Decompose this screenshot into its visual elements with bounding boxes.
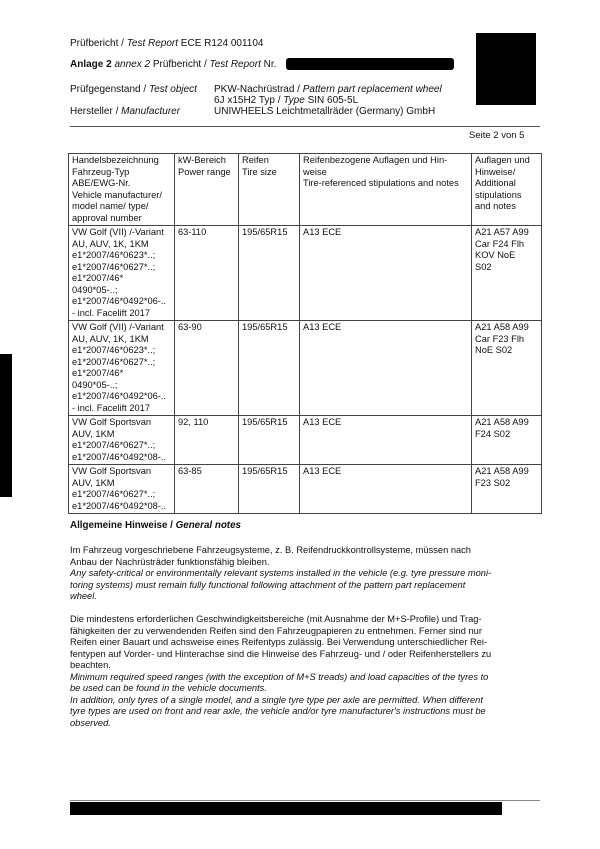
table-header-row (69, 154, 542, 226)
header-text: weise (303, 166, 327, 177)
cell-text: 195/65R15 (242, 466, 288, 476)
notes-text: tyre types are used on front and rear axle, the vehicle and/or tyre manufacturer's instructions must be (70, 706, 486, 716)
cell-text: A21 A58 A99 (475, 417, 529, 427)
cell-text: e1*2007/46*0492*08-.. (72, 451, 167, 462)
cell-tire (239, 226, 300, 321)
notes-text: wheel. (70, 591, 97, 601)
table-row (69, 465, 542, 514)
header-text: Power range (178, 166, 231, 177)
header-text: Vehicle manufacturer/ (72, 189, 162, 200)
cell-text: A13 ECE (303, 227, 342, 237)
cell-notes (472, 416, 542, 465)
header-text: Tire size (242, 166, 277, 177)
notes-text: be used can be found in the vehicle documents. (70, 683, 267, 693)
cell-text: A13 ECE (303, 417, 342, 427)
cell-text: F23 S02 (475, 477, 511, 488)
cell-stipulations (300, 465, 472, 514)
cell-text: A13 ECE (303, 322, 342, 332)
manufacturer-label-de: Hersteller / (70, 106, 122, 117)
header-text: Additional (475, 178, 516, 188)
notes-text: Any safety-critical or environmentally relevant systems installed in the vehicle (e.g. tyre pressure moni- (70, 568, 492, 578)
test-object-type-value: SIN 605-5L (304, 95, 359, 106)
header-power (175, 154, 239, 226)
cell-notes (472, 226, 542, 321)
cell-text: AUV, 1KM (72, 477, 115, 488)
header-text: Reifenbezogene Auflagen und Hin- (303, 155, 448, 165)
header-divider (70, 126, 540, 127)
cell-text: AUV, 1KM (72, 428, 115, 439)
general-notes-title (70, 520, 241, 532)
cell-power (175, 416, 239, 465)
notes-paragraph-2 (70, 614, 540, 729)
cell-text: 195/65R15 (242, 322, 288, 332)
cell-text: e1*2007/46*0627*..; (72, 489, 156, 499)
cell-text: e1*2007/46* (72, 368, 124, 378)
header-text: Hinweise/ (475, 166, 516, 177)
header-text: stipulations (475, 189, 522, 200)
cell-stipulations (300, 226, 472, 321)
cell-power (175, 321, 239, 416)
notes-text: Anbau der Nachrüsträder funktionsfähig bleiben. (70, 556, 270, 567)
header-text: model name/ type/ (72, 201, 149, 211)
cell-text: 0490*05-..; (72, 284, 118, 295)
cell-tire (239, 465, 300, 514)
cell-text: 195/65R15 (242, 227, 288, 237)
test-object-label (70, 84, 197, 96)
redaction-footer (70, 802, 502, 815)
notes-text: Minimum required speed ranges (with the exception of M+S treads) and load capacities of the tyres to (70, 671, 489, 682)
cell-text: AU, AUV, 1K, 1KM (72, 333, 149, 344)
notes-text: toring systems) must remain fully functional following attachment of the pattern part replacement (70, 579, 466, 590)
notes-text: Die mindestens erforderlichen Geschwindigkeitsbereiche (mit Ausnahme der M+S-Profile) und Trag- (70, 614, 482, 624)
cell-text: A21 A57 A99 (475, 227, 529, 237)
test-object-type-de: 6J x15H2 Typ / (214, 95, 284, 106)
report-label-en: Test Report (126, 38, 179, 49)
header-vehicle (69, 154, 175, 226)
header-text: ABE/EWG-Nr. (72, 178, 131, 188)
cell-text: VW Golf Sportsvan (72, 466, 152, 476)
table-row (69, 226, 542, 321)
cell-text: e1*2007/46*0492*06-.. (72, 391, 167, 401)
cell-stipulations (300, 321, 472, 416)
general-notes-title-en: General notes (175, 520, 241, 531)
header-stipulations (300, 154, 472, 226)
cell-text: 63-90 (178, 322, 202, 332)
cell-text: e1*2007/46*0623*..; (72, 250, 156, 260)
notes-text: Im Fahrzeug vorgeschriebene Fahrzeugsysteme, z. B. Reifendruckkontrollsysteme, müssen nach (70, 545, 471, 555)
approval-table (68, 153, 542, 514)
cell-text: e1*2007/46*0623*..; (72, 345, 156, 355)
cell-text: e1*2007/46* (72, 273, 124, 283)
annex-report-en: Test Report (209, 59, 261, 70)
header-text: Auflagen und (475, 155, 530, 165)
cell-tire (239, 321, 300, 416)
cell-text: NoE S02 (475, 345, 513, 355)
annex-label-en: annex 2 (111, 59, 151, 70)
cell-text: A21 A58 A99 (475, 466, 529, 476)
cell-power (175, 226, 239, 321)
cell-stipulations (300, 416, 472, 465)
cell-notes (472, 321, 542, 416)
notes-text: observed. (70, 717, 111, 728)
redaction-left-margin (0, 354, 12, 497)
test-object-label-en: Test object (148, 84, 197, 95)
cell-text: Car F24 Flh (475, 238, 525, 249)
cell-power (175, 465, 239, 514)
notes-text: fähigkeiten der zu verwendenden Reifen sind den Fahrzeugpapieren zu entnehmen. Ferner sind nur (70, 625, 482, 636)
cell-text: F24 S02 (475, 428, 511, 439)
header-tire (239, 154, 300, 226)
cell-text: e1*2007/46*0627*..; (72, 356, 156, 367)
redaction-report-number (286, 58, 454, 70)
cell-text: - incl. Facelift 2017 (72, 307, 151, 318)
annex-line (70, 59, 276, 71)
annex-report-de: Prüfbericht / (150, 59, 210, 70)
cell-text: S02 (475, 261, 492, 272)
notes-paragraph-1 (70, 545, 540, 603)
notes-text: In addition, only tyres of a single model, and a single tyre type per axle are permitted. When different (70, 694, 483, 705)
cell-tire (239, 416, 300, 465)
test-object-label-de: Prüfgegenstand / (70, 84, 149, 95)
cell-text: A21 A58 A99 (475, 322, 529, 332)
header-text: Tire-referenced stipulations and notes (303, 178, 459, 188)
cell-text: VW Golf (VII) /-Variant (72, 322, 164, 332)
cell-text: e1*2007/46*0627*..; (72, 261, 156, 272)
test-object-type-en: Type (283, 95, 305, 106)
report-title-line (70, 38, 263, 50)
footer-divider (70, 800, 540, 801)
cell-vehicle (69, 321, 175, 416)
cell-text: 92, 110 (178, 417, 209, 427)
manufacturer-value: UNIWHEELS Leichtmetallräder (Germany) GmbH (214, 106, 436, 117)
notes-text: beachten. (70, 660, 111, 670)
header-text: Fahrzeug-Typ (72, 166, 130, 177)
cell-text: 195/65R15 (242, 417, 288, 427)
cell-text: 63-110 (178, 227, 207, 237)
cell-text: - incl. Facelift 2017 (72, 402, 151, 413)
report-label-de: Prüfbericht / (70, 38, 127, 49)
test-object-value-de: PKW-Nachrüstrad / (214, 84, 303, 95)
header-text: kW-Bereich (178, 155, 226, 165)
cell-text: VW Golf Sportsvan (72, 417, 152, 427)
cell-vehicle (69, 465, 175, 514)
manufacturer-label-en: Manufacturer (121, 106, 181, 117)
notes-text: fentypen auf Vorder- und Hinterachse sind die Hinweise des Fahrzeug- und / oder Reifenherstellers zu (70, 648, 492, 659)
header-text: Handelsbezeichnung (72, 155, 159, 165)
header-text: Reifen (242, 155, 269, 165)
cell-text: e1*2007/46*0627*..; (72, 440, 156, 450)
cell-text: A13 ECE (303, 466, 342, 476)
cell-text: 0490*05-..; (72, 379, 118, 390)
general-notes-title-de: Allgemeine Hinweise / (70, 520, 176, 531)
cell-text: e1*2007/46*0492*06-.. (72, 296, 167, 306)
annex-report-nr: Nr. (260, 59, 277, 70)
cell-text: e1*2007/46*0492*08-.. (72, 500, 167, 511)
table-row (69, 321, 542, 416)
redaction-logo (476, 33, 536, 105)
test-object-value-en: Pattern part replacement wheel (302, 84, 442, 95)
cell-text: KOV NoE (475, 250, 516, 260)
annex-label: Anlage 2 (70, 59, 112, 70)
cell-vehicle (69, 416, 175, 465)
header-text: and notes (475, 201, 516, 211)
cell-text: 63-85 (178, 466, 202, 476)
cell-text: VW Golf (VII) /-Variant (72, 227, 164, 237)
table-row (69, 416, 542, 465)
manufacturer-label (70, 106, 180, 118)
cell-notes (472, 465, 542, 514)
page-number: Seite 2 von 5 (469, 130, 525, 141)
cell-text: Car F23 Flh (475, 333, 525, 344)
cell-text: AU, AUV, 1K, 1KM (72, 238, 149, 249)
header-text: approval number (72, 212, 142, 223)
cell-vehicle (69, 226, 175, 321)
header-notes (472, 154, 542, 226)
report-number: ECE R124 001104 (178, 38, 264, 49)
notes-text: Reifen einer Bauart und achsweise eines Reifentyps zulässig. Bei Verwendung unterschiedlicher Rei- (70, 637, 488, 647)
